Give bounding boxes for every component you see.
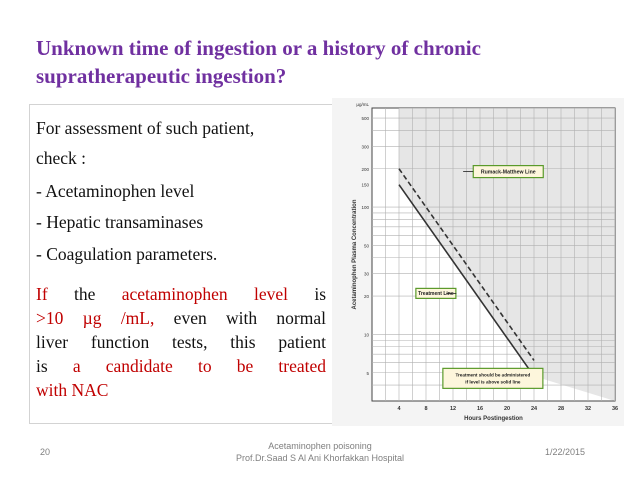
bullet-hepatic-transaminases: - Hepatic transaminases	[36, 212, 204, 232]
x-tick-label: 36	[611, 406, 619, 412]
slide-date: 1/22/2015	[545, 447, 586, 457]
para-line-1	[36, 283, 326, 307]
y-tick-label: 200	[361, 166, 369, 172]
y-tick-label: 150	[361, 182, 369, 188]
para-line-2	[36, 307, 326, 331]
treatment-line-label-text: Treatment Line	[418, 291, 454, 298]
x-tick-label: 32	[584, 406, 592, 412]
para-if: If	[36, 284, 48, 304]
y-tick-label: 300	[361, 144, 369, 150]
para-the: the	[74, 284, 96, 304]
x-tick-label: 20	[503, 406, 511, 412]
body-line-1: For assessment of such patient,	[36, 118, 255, 138]
y-tick-label: 5	[366, 370, 369, 376]
y-tick-label: 100	[361, 205, 369, 211]
treatment-note-text: Treatment should be administered	[455, 372, 531, 378]
footer-center	[220, 440, 420, 464]
x-tick-label: 8	[424, 406, 428, 412]
para-threshold: >10 µg /mL,	[36, 308, 155, 328]
bullet-acetaminophen-level: - Acetaminophen level	[36, 181, 195, 201]
slide-title: Unknown time of ingestion or a history of chronic supratherapeutic ingestion?	[36, 36, 481, 88]
bullet-coagulation-parameters: - Coagulation parameters.	[36, 244, 218, 264]
treatment-note	[443, 368, 543, 388]
nomogram-chart	[332, 98, 624, 426]
para-is: is	[314, 284, 327, 304]
para-line-5: with NAC	[36, 380, 109, 400]
x-tick-label: 28	[557, 406, 565, 412]
para-candidate: a candidate to be treated	[72, 356, 327, 376]
footer-line-2: Prof.Dr.Saad S Al Ani Khorfakkan Hospital	[235, 453, 405, 463]
para-line-3: liver function tests, this patient	[36, 332, 326, 352]
para-line-4	[36, 355, 326, 379]
rumack-matthew-label	[473, 166, 543, 178]
y-axis-label: Acetaminophen Plasma Concentration	[352, 199, 358, 310]
y-tick-label: 30	[363, 271, 369, 277]
para-even-normal: even with normal	[173, 308, 327, 328]
para-is-2: is	[36, 356, 48, 376]
treatment-note-text: if level is above solid line	[465, 379, 521, 385]
y-tick-label: 50	[363, 243, 369, 249]
rumack-matthew-label-text: Rumack-Matthew Line	[480, 169, 536, 176]
para-acetaminophen-level: acetaminophen level	[121, 284, 288, 304]
x-axis-label: Hours Postingestion	[464, 416, 523, 422]
footer-line-1: Acetaminophen poisoning	[268, 441, 372, 451]
y-tick-label: 500	[361, 116, 369, 122]
x-tick-label: 12	[449, 406, 457, 412]
y-unit-label: µg/mL	[356, 102, 369, 107]
y-tick-label: 10	[363, 332, 369, 338]
slide-number: 20	[40, 447, 51, 457]
x-tick-label: 24	[530, 406, 538, 412]
x-tick-label: 16	[476, 406, 484, 412]
y-tick-label: 20	[363, 294, 369, 300]
x-tick-label: 4	[397, 406, 401, 412]
body-line-2: check :	[36, 148, 87, 168]
